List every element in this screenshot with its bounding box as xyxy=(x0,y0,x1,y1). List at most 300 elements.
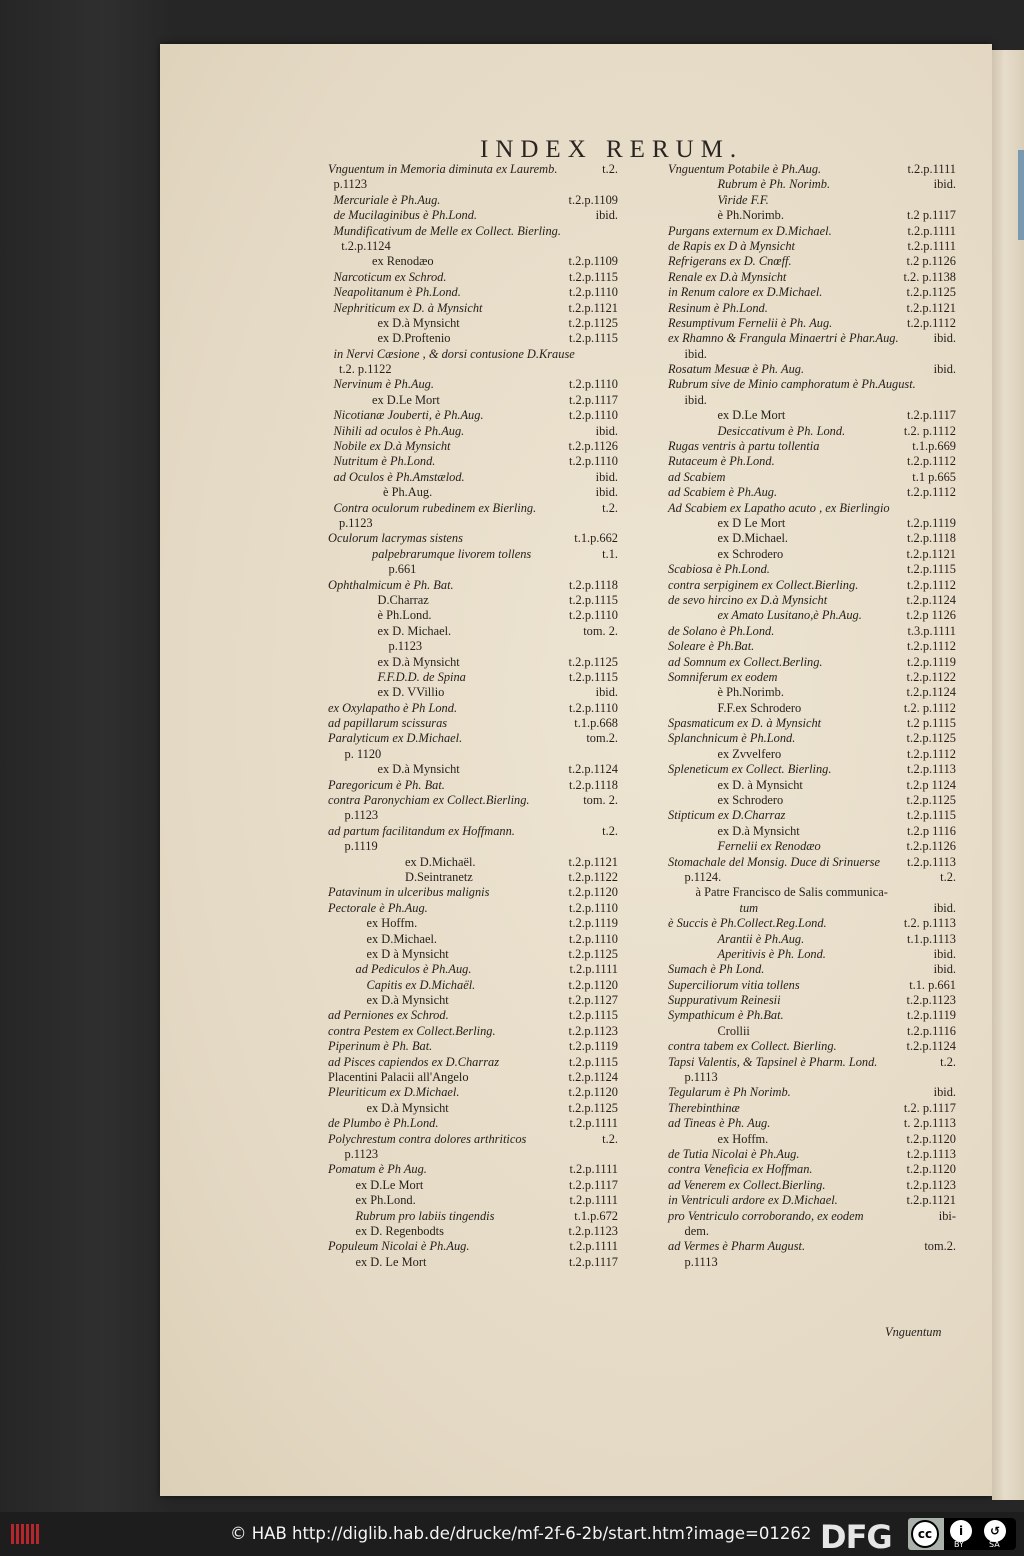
entry-reference: ibid. xyxy=(933,1085,956,1100)
entry-text: Suppurativum Reinesii xyxy=(668,993,781,1008)
index-entry xyxy=(668,485,956,500)
entry-text: ex D.Michaël. xyxy=(405,854,476,869)
entry-reference: t.2.p.1123 xyxy=(906,1177,956,1192)
index-entry xyxy=(668,1224,956,1239)
index-entry xyxy=(328,593,618,608)
entry-text: Splanchnicum è Ph.Lond. xyxy=(668,731,796,746)
index-entry xyxy=(328,562,618,577)
index-entry xyxy=(328,301,618,316)
entry-text: ad Pisces capiendos ex D.Charraz xyxy=(328,1054,500,1069)
entry-reference: t.2.p.1124 xyxy=(906,1039,956,1054)
index-entry xyxy=(328,485,618,500)
entry-reference: t.2.p.1125 xyxy=(568,946,618,961)
entry-text: ex Ph.Lond. xyxy=(355,1193,416,1208)
entry-text: Mercuriale è Ph.Aug. xyxy=(333,192,441,207)
entry-reference: t.2.p.1125 xyxy=(906,285,956,300)
entry-text: Rutaceum è Ph.Lond. xyxy=(668,454,775,469)
entry-text: de Rapis ex D à Mynsicht xyxy=(668,238,795,253)
next-page-edge xyxy=(992,50,1024,1500)
entry-text: contra Veneficia ex Hoffman. xyxy=(668,1162,813,1177)
index-entry xyxy=(328,978,618,993)
entry-reference: t.1. xyxy=(602,546,618,561)
index-entry xyxy=(668,162,956,177)
entry-reference: tom.2. xyxy=(924,1239,956,1254)
index-entry xyxy=(668,316,956,331)
index-entry xyxy=(328,747,618,762)
entry-reference: t.1 p.665 xyxy=(912,469,956,484)
index-entry xyxy=(668,731,956,746)
entry-reference: t.2.p.1113 xyxy=(907,762,956,777)
entry-reference: t.1.p.672 xyxy=(574,1208,618,1223)
entry-text: Pomatum è Ph Aug. xyxy=(328,1162,427,1177)
index-entry xyxy=(668,1116,956,1131)
entry-text: de sevo hircino ex D.à Mynsicht xyxy=(668,592,828,607)
page-header: INDEX RERUM. xyxy=(480,136,744,163)
index-entry xyxy=(668,208,956,223)
entry-reference: t.2. xyxy=(602,500,618,515)
index-column-left xyxy=(328,162,618,1270)
entry-text: Nephriticum ex D. à Mynsicht xyxy=(333,300,483,315)
index-entry xyxy=(668,193,956,208)
index-entry xyxy=(668,362,956,377)
index-entry xyxy=(668,470,956,485)
entry-reference: t.2.p.1122 xyxy=(906,669,956,684)
entry-reference: t.2.p.1113 xyxy=(907,1147,956,1161)
entry-text: ex Schrodero xyxy=(717,546,784,561)
entry-text: Polychrestum contra dolores arthriticos xyxy=(328,1131,527,1146)
entry-text: p.1113 xyxy=(684,1070,718,1085)
index-entry xyxy=(668,1055,956,1070)
index-entry xyxy=(668,593,956,608)
index-entry xyxy=(328,454,618,469)
entry-text: ex D. Le Mort xyxy=(355,1254,427,1269)
index-entry xyxy=(328,1116,618,1131)
entry-text: Purgans externum ex D.Michael. xyxy=(668,223,832,238)
entry-text: ex D.à Mynsicht xyxy=(377,762,460,777)
index-entry xyxy=(668,285,956,300)
entry-reference: t.2.p.1110 xyxy=(569,900,618,915)
entry-text: ad partum facilitandum ex Hoffmann. xyxy=(328,823,515,838)
index-entry xyxy=(668,301,956,316)
index-entry xyxy=(328,1239,618,1254)
entry-reference: t.2.p.1121 xyxy=(906,1193,956,1208)
entry-text: Scabiosa è Ph.Lond. xyxy=(668,562,770,577)
index-entry xyxy=(328,855,618,870)
index-entry xyxy=(668,701,956,716)
entry-text: ex D.Proftenio xyxy=(377,331,451,346)
entry-reference: t.2.p.1124 xyxy=(568,1070,618,1085)
entry-text: ex Oxylapatho è Ph Lond. xyxy=(328,700,458,715)
entry-reference: t.2.p.1112 xyxy=(907,315,956,330)
index-entry xyxy=(328,624,618,639)
entry-text: in Renum calore ex D.Michael. xyxy=(668,285,823,300)
index-entry xyxy=(668,439,956,454)
entry-reference: t.2.p.1112 xyxy=(907,485,956,500)
entry-text: ex D. Regenbodts xyxy=(355,1223,444,1238)
entry-text: Desiccativum è Ph. Lond. xyxy=(717,423,846,438)
index-entry xyxy=(328,162,618,177)
entry-text: ex Hoffm. xyxy=(717,1131,769,1146)
entry-text: Mundificativum de Melle ex Collect. Bierling. xyxy=(333,223,561,238)
index-entry xyxy=(328,870,618,885)
index-entry xyxy=(668,1239,956,1254)
entry-text: ex D.Michael. xyxy=(717,531,789,546)
entry-text: p.1123 xyxy=(388,639,423,654)
index-entry xyxy=(328,1255,618,1270)
entry-reference: t.2.p.1125 xyxy=(568,654,618,669)
cc-license-badge[interactable] xyxy=(908,1518,1016,1550)
entry-reference: t.2. p.1117 xyxy=(903,1100,956,1115)
entry-text: ex D.à Mynsicht xyxy=(377,654,460,669)
entry-reference: ibid. xyxy=(595,208,618,223)
entry-reference: tom. 2. xyxy=(583,623,618,638)
entry-text: t.2. p.1122 xyxy=(339,362,392,377)
entry-reference: t.2.p.1109 xyxy=(568,192,618,207)
entry-text: ex Amato Lusitano,è Ph.Aug. xyxy=(717,608,862,623)
entry-reference: t.2.p.1121 xyxy=(568,854,618,869)
index-entry xyxy=(668,224,956,239)
entry-text: è Ph.Norimb. xyxy=(717,208,784,223)
entry-reference: t.2.p.1112 xyxy=(907,746,956,761)
index-entry xyxy=(668,239,956,254)
entry-text: Ophthalmicum è Ph. Bat. xyxy=(328,577,454,592)
entry-reference: t.2.p.1111 xyxy=(907,223,956,238)
index-entry xyxy=(668,562,956,577)
entry-reference: t.2. xyxy=(602,823,618,838)
entry-reference: t.1.p.669 xyxy=(912,439,956,454)
entry-text: Nervinum è Ph.Aug. xyxy=(333,377,434,392)
entry-text: Piperinum è Ph. Bat. xyxy=(328,1039,433,1054)
index-entry xyxy=(668,947,956,962)
entry-reference: t.2 p.1126 xyxy=(906,254,956,269)
entry-reference: t.2.p.1119 xyxy=(907,1008,956,1023)
index-entry xyxy=(328,1224,618,1239)
entry-text: ex D.à Mynsicht xyxy=(366,993,449,1008)
index-entry xyxy=(668,839,956,854)
entry-reference: t.2.p.1112 xyxy=(907,639,956,654)
index-entry xyxy=(328,1132,618,1147)
entry-reference: t.2.p.1120 xyxy=(568,977,618,992)
entry-text: Rosatum Mesuæ è Ph. Aug. xyxy=(668,362,805,377)
entry-text: Arantii è Ph.Aug. xyxy=(717,931,805,946)
index-entry xyxy=(668,547,956,562)
entry-text: Soleare è Ph.Bat. xyxy=(668,639,755,654)
index-entry xyxy=(668,639,956,654)
index-entry xyxy=(328,347,618,362)
entry-reference: ibid. xyxy=(595,423,618,438)
entry-reference: t.2.p.1119 xyxy=(907,654,956,669)
entry-reference: t.2.p.1109 xyxy=(568,254,618,269)
index-entry xyxy=(668,177,956,192)
entry-reference: t.2.p.1119 xyxy=(569,1039,618,1054)
entry-reference: t.2.p.1118 xyxy=(907,531,956,546)
index-entry xyxy=(668,531,956,546)
entry-text: ex Renodæo xyxy=(372,254,434,269)
index-entry xyxy=(328,501,618,516)
entry-reference: t.2.p.1111 xyxy=(569,1193,618,1208)
entry-reference: t.2.p.1120 xyxy=(906,1162,956,1177)
entry-text: p.1123 xyxy=(339,515,373,530)
index-entry xyxy=(668,747,956,762)
entry-text: Tegularum è Ph Norimb. xyxy=(668,1085,791,1100)
entry-reference: t.2.p.1115 xyxy=(569,1054,618,1069)
entry-reference: t.2.p.1112 xyxy=(907,454,956,469)
entry-reference: t.2.p.1111 xyxy=(907,238,956,253)
index-entry xyxy=(668,270,956,285)
entry-text: ex D.à Mynsicht xyxy=(366,1100,449,1115)
entry-text: p.1123 xyxy=(344,808,379,823)
entry-reference: t.2.p.1120 xyxy=(568,885,618,900)
entry-text: D.Seintranetz xyxy=(405,869,473,884)
index-entry xyxy=(668,778,956,793)
entry-reference: t.2 p.1117 xyxy=(907,208,956,223)
entry-reference: t.2.p.1115 xyxy=(569,331,618,346)
entry-text: Vnguentum Potabile è Ph.Aug. xyxy=(668,162,822,176)
entry-text: Superciliorum vitia tollens xyxy=(668,977,800,992)
index-entry xyxy=(328,962,618,977)
entry-reference: t.2.p.1111 xyxy=(569,962,618,977)
entry-reference: t.1.p.662 xyxy=(574,531,618,546)
index-entry xyxy=(668,901,956,916)
page-clip xyxy=(1018,150,1024,240)
entry-reference: t.2.p.1127 xyxy=(568,993,618,1008)
index-entry xyxy=(328,947,618,962)
entry-text: Contra oculorum rubedinem ex Bierling. xyxy=(333,500,537,515)
index-entry xyxy=(328,270,618,285)
entry-text: contra Pestem ex Collect.Berling. xyxy=(328,1023,496,1038)
entry-reference: t.3.p.1111 xyxy=(907,623,956,638)
index-entry xyxy=(328,578,618,593)
entry-reference: ibid. xyxy=(933,331,956,346)
entry-reference: t.2.p.1124 xyxy=(906,685,956,700)
entry-reference: t.2. xyxy=(940,869,956,884)
index-entry xyxy=(328,177,618,192)
entry-reference: t.2.p.1126 xyxy=(906,839,956,854)
entry-text: Aperitivis è Ph. Lond. xyxy=(717,946,826,961)
by-label: BY xyxy=(954,1540,964,1549)
index-entry xyxy=(328,1147,618,1162)
entry-text: Paralyticum ex D.Michael. xyxy=(328,731,463,746)
index-entry xyxy=(668,347,956,362)
entry-reference: t.2.p.1115 xyxy=(569,1008,618,1023)
entry-reference: t.2.p.1117 xyxy=(569,1254,618,1269)
entry-reference: t.2.p.1123 xyxy=(568,1023,618,1038)
index-entry xyxy=(328,1085,618,1100)
entry-text: contra Paronychiam ex Collect.Bierling. xyxy=(328,793,530,808)
index-entry xyxy=(328,808,618,823)
index-entry xyxy=(328,670,618,685)
index-entry xyxy=(668,1178,956,1193)
entry-text: ex D.Michael. xyxy=(366,931,438,946)
entry-text: p.661 xyxy=(388,562,417,577)
index-entry xyxy=(668,1024,956,1039)
entry-reference: t.2.p.1117 xyxy=(569,392,618,407)
entry-text: t.2.p.1124 xyxy=(341,238,391,253)
entry-text: p.1113 xyxy=(684,1254,718,1269)
entry-text: Resinum è Ph.Lond. xyxy=(668,300,768,315)
index-entry xyxy=(668,655,956,670)
entry-text: Viride F.F. xyxy=(717,192,769,207)
entry-text: p.1124. xyxy=(684,869,722,884)
index-entry xyxy=(668,424,956,439)
entry-text: ex D. à Mynsicht xyxy=(717,777,803,792)
entry-text: ex D.Le Mort xyxy=(372,392,440,407)
index-entry xyxy=(668,1070,956,1085)
entry-reference: t.2.p.1110 xyxy=(569,285,618,300)
entry-reference: t.2.p.1119 xyxy=(907,515,956,530)
hab-logo-icon xyxy=(10,1520,40,1548)
entry-text: ex D.à Mynsicht xyxy=(377,315,460,330)
entry-reference: ibid. xyxy=(595,485,618,500)
index-entry xyxy=(328,993,618,1008)
index-entry xyxy=(668,808,956,823)
index-entry xyxy=(668,993,956,1008)
entry-text: Patavinum in ulceribus malignis xyxy=(328,885,490,900)
share-alike-icon: ↺ xyxy=(984,1520,1006,1542)
entry-reference: t.2.p.1124 xyxy=(906,592,956,607)
entry-text: Rubrum è Ph. Norimb. xyxy=(717,177,831,192)
index-entry xyxy=(328,393,618,408)
entry-text: è Ph.Aug. xyxy=(383,485,433,500)
index-entry xyxy=(668,932,956,947)
entry-text: Paregoricum è Ph. Bat. xyxy=(328,777,445,792)
index-entry xyxy=(328,424,618,439)
entry-text: ibid. xyxy=(684,346,707,361)
entry-reference: t.2.p 1126 xyxy=(906,608,956,623)
entry-text: Populeum Nicolai è Ph.Aug. xyxy=(328,1239,470,1254)
entry-text: p.1123 xyxy=(333,177,368,192)
entry-text: Therebinthinæ xyxy=(668,1100,740,1115)
entry-text: pro Ventriculo corroborando, ex eodem xyxy=(668,1208,864,1223)
index-entry xyxy=(328,1070,618,1085)
entry-reference: t. 2.p.1113 xyxy=(903,1116,956,1131)
entry-text: Somniferum ex eodem xyxy=(668,669,778,684)
index-entry xyxy=(328,408,618,423)
entry-text: Nicotianæ Jouberti, è Ph.Aug. xyxy=(333,408,484,423)
entry-reference: t.2.p.1121 xyxy=(906,300,956,315)
index-entry xyxy=(328,701,618,716)
entry-reference: t.2.p.1110 xyxy=(569,608,618,623)
entry-reference: t.2. p.1113 xyxy=(903,916,956,931)
entry-text: Spleneticum ex Collect. Bierling. xyxy=(668,762,832,777)
index-entry xyxy=(668,1209,956,1224)
index-entry xyxy=(328,932,618,947)
sa-label: SA xyxy=(989,1540,1000,1549)
entry-text: Ad Scabiem ex Lapatho acuto , ex Bierlingio xyxy=(668,500,890,515)
cc-icon: cc xyxy=(911,1520,939,1548)
index-column-right xyxy=(668,162,956,1270)
entry-text: ad Scabiem è Ph.Aug. xyxy=(668,485,778,500)
entry-reference: ibi- xyxy=(938,1208,956,1223)
entry-reference: t.2.p.1115 xyxy=(907,808,956,823)
index-entry xyxy=(328,1055,618,1070)
entry-reference: t.2.p.1124 xyxy=(568,762,618,777)
entry-reference: t.2. p.1138 xyxy=(903,269,956,284)
copyright-link[interactable]: © HAB http://diglib.hab.de/drucke/mf-2f-6-2b/start.htm?image=01262 xyxy=(230,1524,812,1543)
index-entry xyxy=(668,1008,956,1023)
entry-text: ex D.Le Mort xyxy=(717,408,786,423)
index-entry xyxy=(328,1193,618,1208)
entry-text: ad Scabiem xyxy=(668,469,726,484)
index-entry xyxy=(668,1193,956,1208)
index-entry xyxy=(668,331,956,346)
index-entry xyxy=(328,285,618,300)
entry-reference: t.1.p.1113 xyxy=(907,931,956,946)
entry-reference: t.2.p.1123 xyxy=(568,1223,618,1238)
entry-reference: t.2.p.1110 xyxy=(569,700,618,715)
index-entry xyxy=(328,224,618,239)
entry-text: Stomachale del Monsig. Duce di Srinuerse xyxy=(668,854,880,869)
entry-text: contra serpiginem ex Collect.Bierling. xyxy=(668,577,859,592)
entry-reference: t.2. p.1112 xyxy=(903,700,956,715)
index-entry xyxy=(328,1162,618,1177)
index-entry xyxy=(668,1147,956,1162)
entry-text: ex D.Le Mort xyxy=(355,1177,424,1192)
entry-text: contra tabem ex Collect. Bierling. xyxy=(668,1039,837,1054)
entry-text: Renale ex D.à Mynsicht xyxy=(668,269,787,284)
entry-text: in Nervi Cæsione , & dorsi contusione D.Krause xyxy=(333,346,575,361)
entry-reference: t.2.p.1126 xyxy=(568,439,618,454)
entry-text: ex Zvvelfero xyxy=(717,746,782,761)
entry-reference: t.2.p.1122 xyxy=(568,869,618,884)
entry-text: Placentini Palacii all'Angelo xyxy=(328,1070,469,1085)
index-entry xyxy=(668,1085,956,1100)
entry-text: Nutritum è Ph.Lond. xyxy=(333,454,436,469)
index-entry xyxy=(668,1255,956,1270)
entry-text: de Plumbo è Ph.Lond. xyxy=(328,1116,439,1131)
entry-text: Narcoticum ex Schrod. xyxy=(333,269,447,284)
index-entry xyxy=(668,870,956,885)
index-entry xyxy=(328,1008,618,1023)
index-entry xyxy=(668,501,956,516)
index-entry xyxy=(328,254,618,269)
index-entry xyxy=(668,793,956,808)
entry-reference: t.2.p.1113 xyxy=(907,854,956,869)
entry-reference: t.2.p.1111 xyxy=(569,1162,618,1177)
entry-reference: ibid. xyxy=(595,685,618,700)
entry-text: de Solano è Ph.Lond. xyxy=(668,623,775,638)
index-entry xyxy=(668,1132,956,1147)
entry-text: ex Rhamno & Frangula Minaertri è Phar.Aug. xyxy=(668,331,899,346)
index-entry xyxy=(668,685,956,700)
entry-reference: t.2.p.1111 xyxy=(907,162,956,176)
index-entry xyxy=(328,193,618,208)
index-entry xyxy=(668,1162,956,1177)
index-entry xyxy=(328,1024,618,1039)
entry-reference: t.2.p.1120 xyxy=(906,1131,956,1146)
entry-text: Fernelii ex Renodæo xyxy=(717,839,821,854)
index-entry xyxy=(328,716,618,731)
index-entry xyxy=(328,685,618,700)
index-entry xyxy=(328,516,618,531)
dfg-logo: DFG xyxy=(820,1518,892,1556)
entry-text: de Tutia Nicolai è Ph.Aug. xyxy=(668,1147,800,1161)
index-entry xyxy=(328,793,618,808)
index-entry xyxy=(328,824,618,839)
index-entry xyxy=(668,393,956,408)
entry-text: D.Charraz xyxy=(377,592,429,607)
entry-text: Tapsi Valentis, & Tapsinel è Pharm. Lond. xyxy=(668,1054,878,1069)
index-entry xyxy=(328,655,618,670)
entry-reference: t.2.p.1117 xyxy=(907,408,956,423)
entry-text: ex D à Mynsicht xyxy=(366,946,449,961)
entry-reference: ibid. xyxy=(595,469,618,484)
entry-reference: t.2.p.1115 xyxy=(907,562,956,577)
index-entry xyxy=(328,885,618,900)
index-entry xyxy=(668,670,956,685)
entry-text: ad Perniones ex Schrod. xyxy=(328,1008,449,1023)
entry-text: Vnguentum in Memoria diminuta ex Lauremb. xyxy=(328,162,558,176)
